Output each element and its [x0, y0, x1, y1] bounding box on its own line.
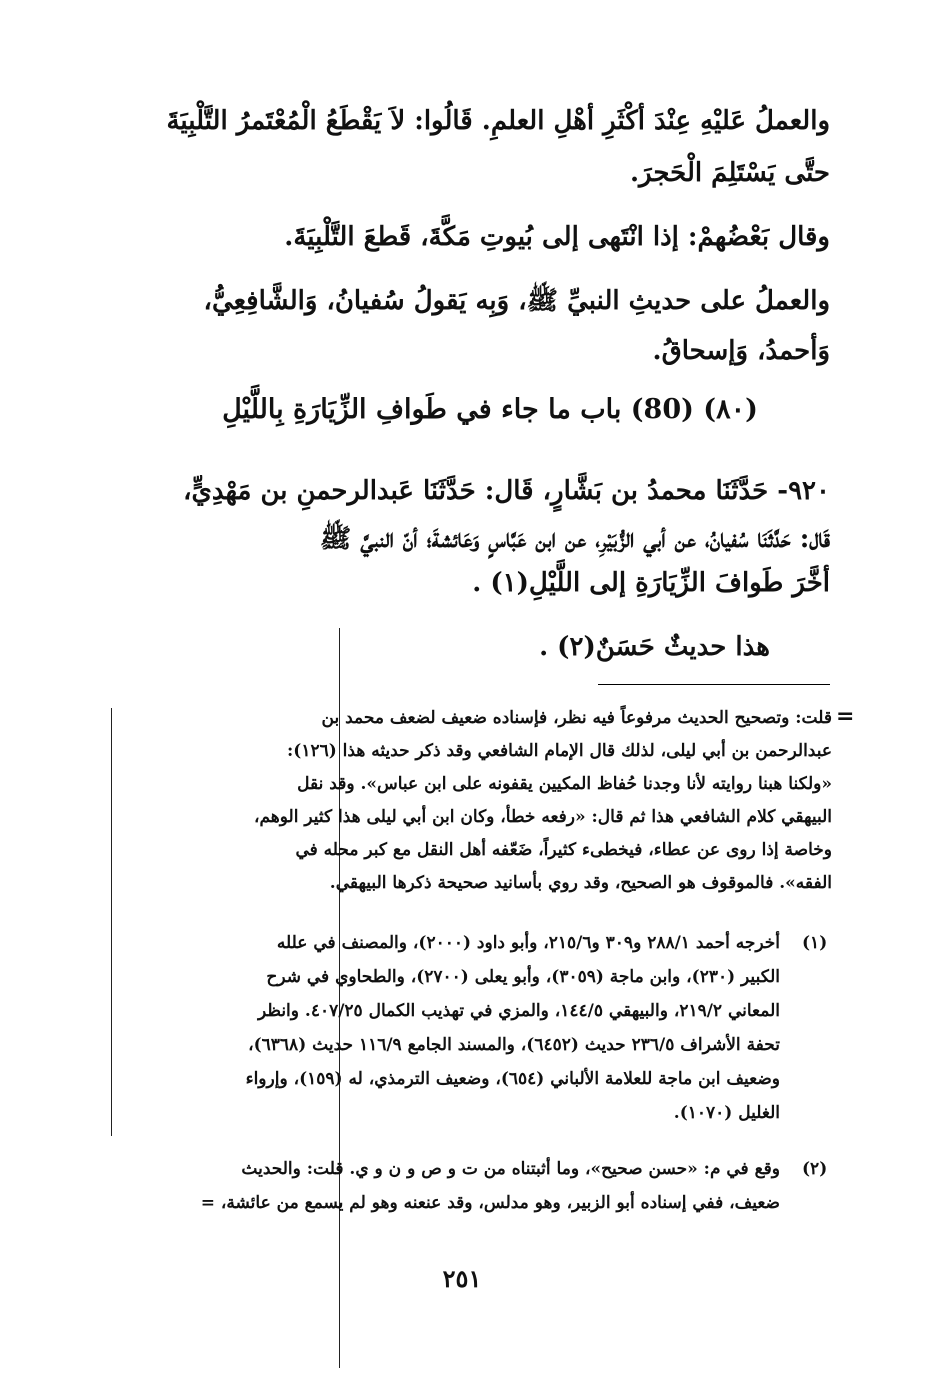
- main-text-line: وقال بَعْضُهمْ: إذا انْتَهى إلى بُيوتِ مَكَّةَ، قَطعَ التَّلْبِيَةَ.: [284, 222, 830, 252]
- footnote-line: قلت: وتصحيح الحديث مرفوعاً فيه نظر، فإسناده ضعيف لضعف محمد بن: [321, 708, 832, 728]
- footnote-line: «ولكنا هبنا روايته لأنا وجدنا حُفاظ المكيين يقفونه على ابن عباس». وقد نقل: [297, 774, 832, 794]
- hadith-verdict: هذا حديثٌ حَسَنٌ(٢) .: [539, 632, 770, 662]
- main-text-line: حتَّى يَسْتَلِمَ الْحَجرَ.: [630, 158, 830, 188]
- footnote-line: عبدالرحمن بن أبي ليلى، لذلك قال الإمام الشافعي وقد ذكر حديثه هذا (١٢٦):: [286, 741, 832, 761]
- hadith-text-line: أخَّرَ طَوافَ الزِّيَارَةِ إلى اللَّيْلِ(١) .: [472, 568, 830, 598]
- footnote-line: وقع في م: «حسن صحيح»، وما أثبتناه من ت و ص و ن و ي. قلت: والحديث: [241, 1159, 780, 1179]
- footnote-number: (١): [802, 933, 828, 953]
- footnote-line: البيهقي كلام الشافعي هذا ثم قال: «رفعه خطأ، وكان ابن أبي ليلى هذا كثير الوهم،: [253, 807, 832, 827]
- footnote-line: الكبير (٢٣٠)، وابن ماجة (٣٠٥٩)، وأبو يعلى (٢٧٠٠)، والطحاوي في شرح: [266, 967, 780, 987]
- footnote-line: ضعيف، ففي إسناده أبو الزبير، وهو مدلس، وقد عنعنه وهو لم يسمع من عائشة، =: [200, 1193, 780, 1213]
- footnote-line: الفقه». فالموقوف هو الصحيح، وقد روي بأسانيد صحيحة ذكرها البيهقي.: [329, 873, 832, 893]
- footnote-line: أخرجه أحمد ٢٨٨/١ و٣٠٩ و٢١٥/٦، وأبو داود (٢٠٠٠)، والمصنف في علله: [276, 933, 780, 953]
- main-text-line: وَأحمدُ، وَإسحاقُ.: [652, 336, 830, 366]
- footnote-line: وخاصة إذا روى عن عطاء، فيخطىء كثيراً، ضَعّفه أهل النقل مع كبر محله في: [295, 840, 832, 860]
- footnote-line: وضعيف ابن ماجة للعلامة الألباني (٦٥٤)، وضعيف الترمذي، له (١٥٩)، وإرواء: [245, 1069, 780, 1089]
- continuation-marker: =: [836, 704, 855, 729]
- page-number: ٢٥١: [442, 1264, 482, 1293]
- footnote-line: الغليل (١٠٧٠).: [673, 1103, 780, 1123]
- scan-artifact-line: [111, 708, 112, 1136]
- footnote-number: (٢): [802, 1159, 828, 1179]
- footnote-separator: [598, 684, 830, 685]
- footnote-line: المعاني ٢١٩/٢، والبيهقي ١٤٤/٥، والمزي في تهذيب الكمال ٤٠٧/٢٥. وانظر: [258, 1001, 780, 1021]
- scan-artifact-line: [339, 628, 340, 1368]
- main-text-line: والعملُ على حديثِ النبيِّ ﷺ، وَبِه يَقولُ سُفيانُ، وَالشَّافِعِيُّ،: [203, 286, 830, 316]
- hadith-text-line: ٩٢٠- حَدَّثَنَا محمدُ بن بَشَّارٍ، قَال: حَدَّثَنَا عَبدالرحمنِ بن مَهْدِيٍّ،: [183, 476, 830, 506]
- chapter-heading: (٨٠) (80) باب ما جاء في طَوافِ الزِّيَارَةِ بِاللَّيْلِ: [222, 394, 758, 425]
- main-text-line: والعملُ عَليْهِ عِنْدَ أكْثَرِ أهْلِ العلمِ. قَالُوا: لاَ يَقْطَعُ الْمُعْتَمرُ التَّلْبِيَةَ: [166, 106, 830, 136]
- hadith-text-line: قَال: حَدَّثَنَا سُفيانُ، عن أبي الزُّبَيْرِ، عن ابن عَبَّاسٍ وَعَائشةَ؛ أنّ النبيَّ ﷺ: [319, 524, 830, 554]
- footnote-line: تحفة الأشراف ٢٣٦/٥ حديث (٦٤٥٢)، والمسند الجامع ١١٦/٩ حديث (٦٣٦٨)،: [248, 1035, 780, 1055]
